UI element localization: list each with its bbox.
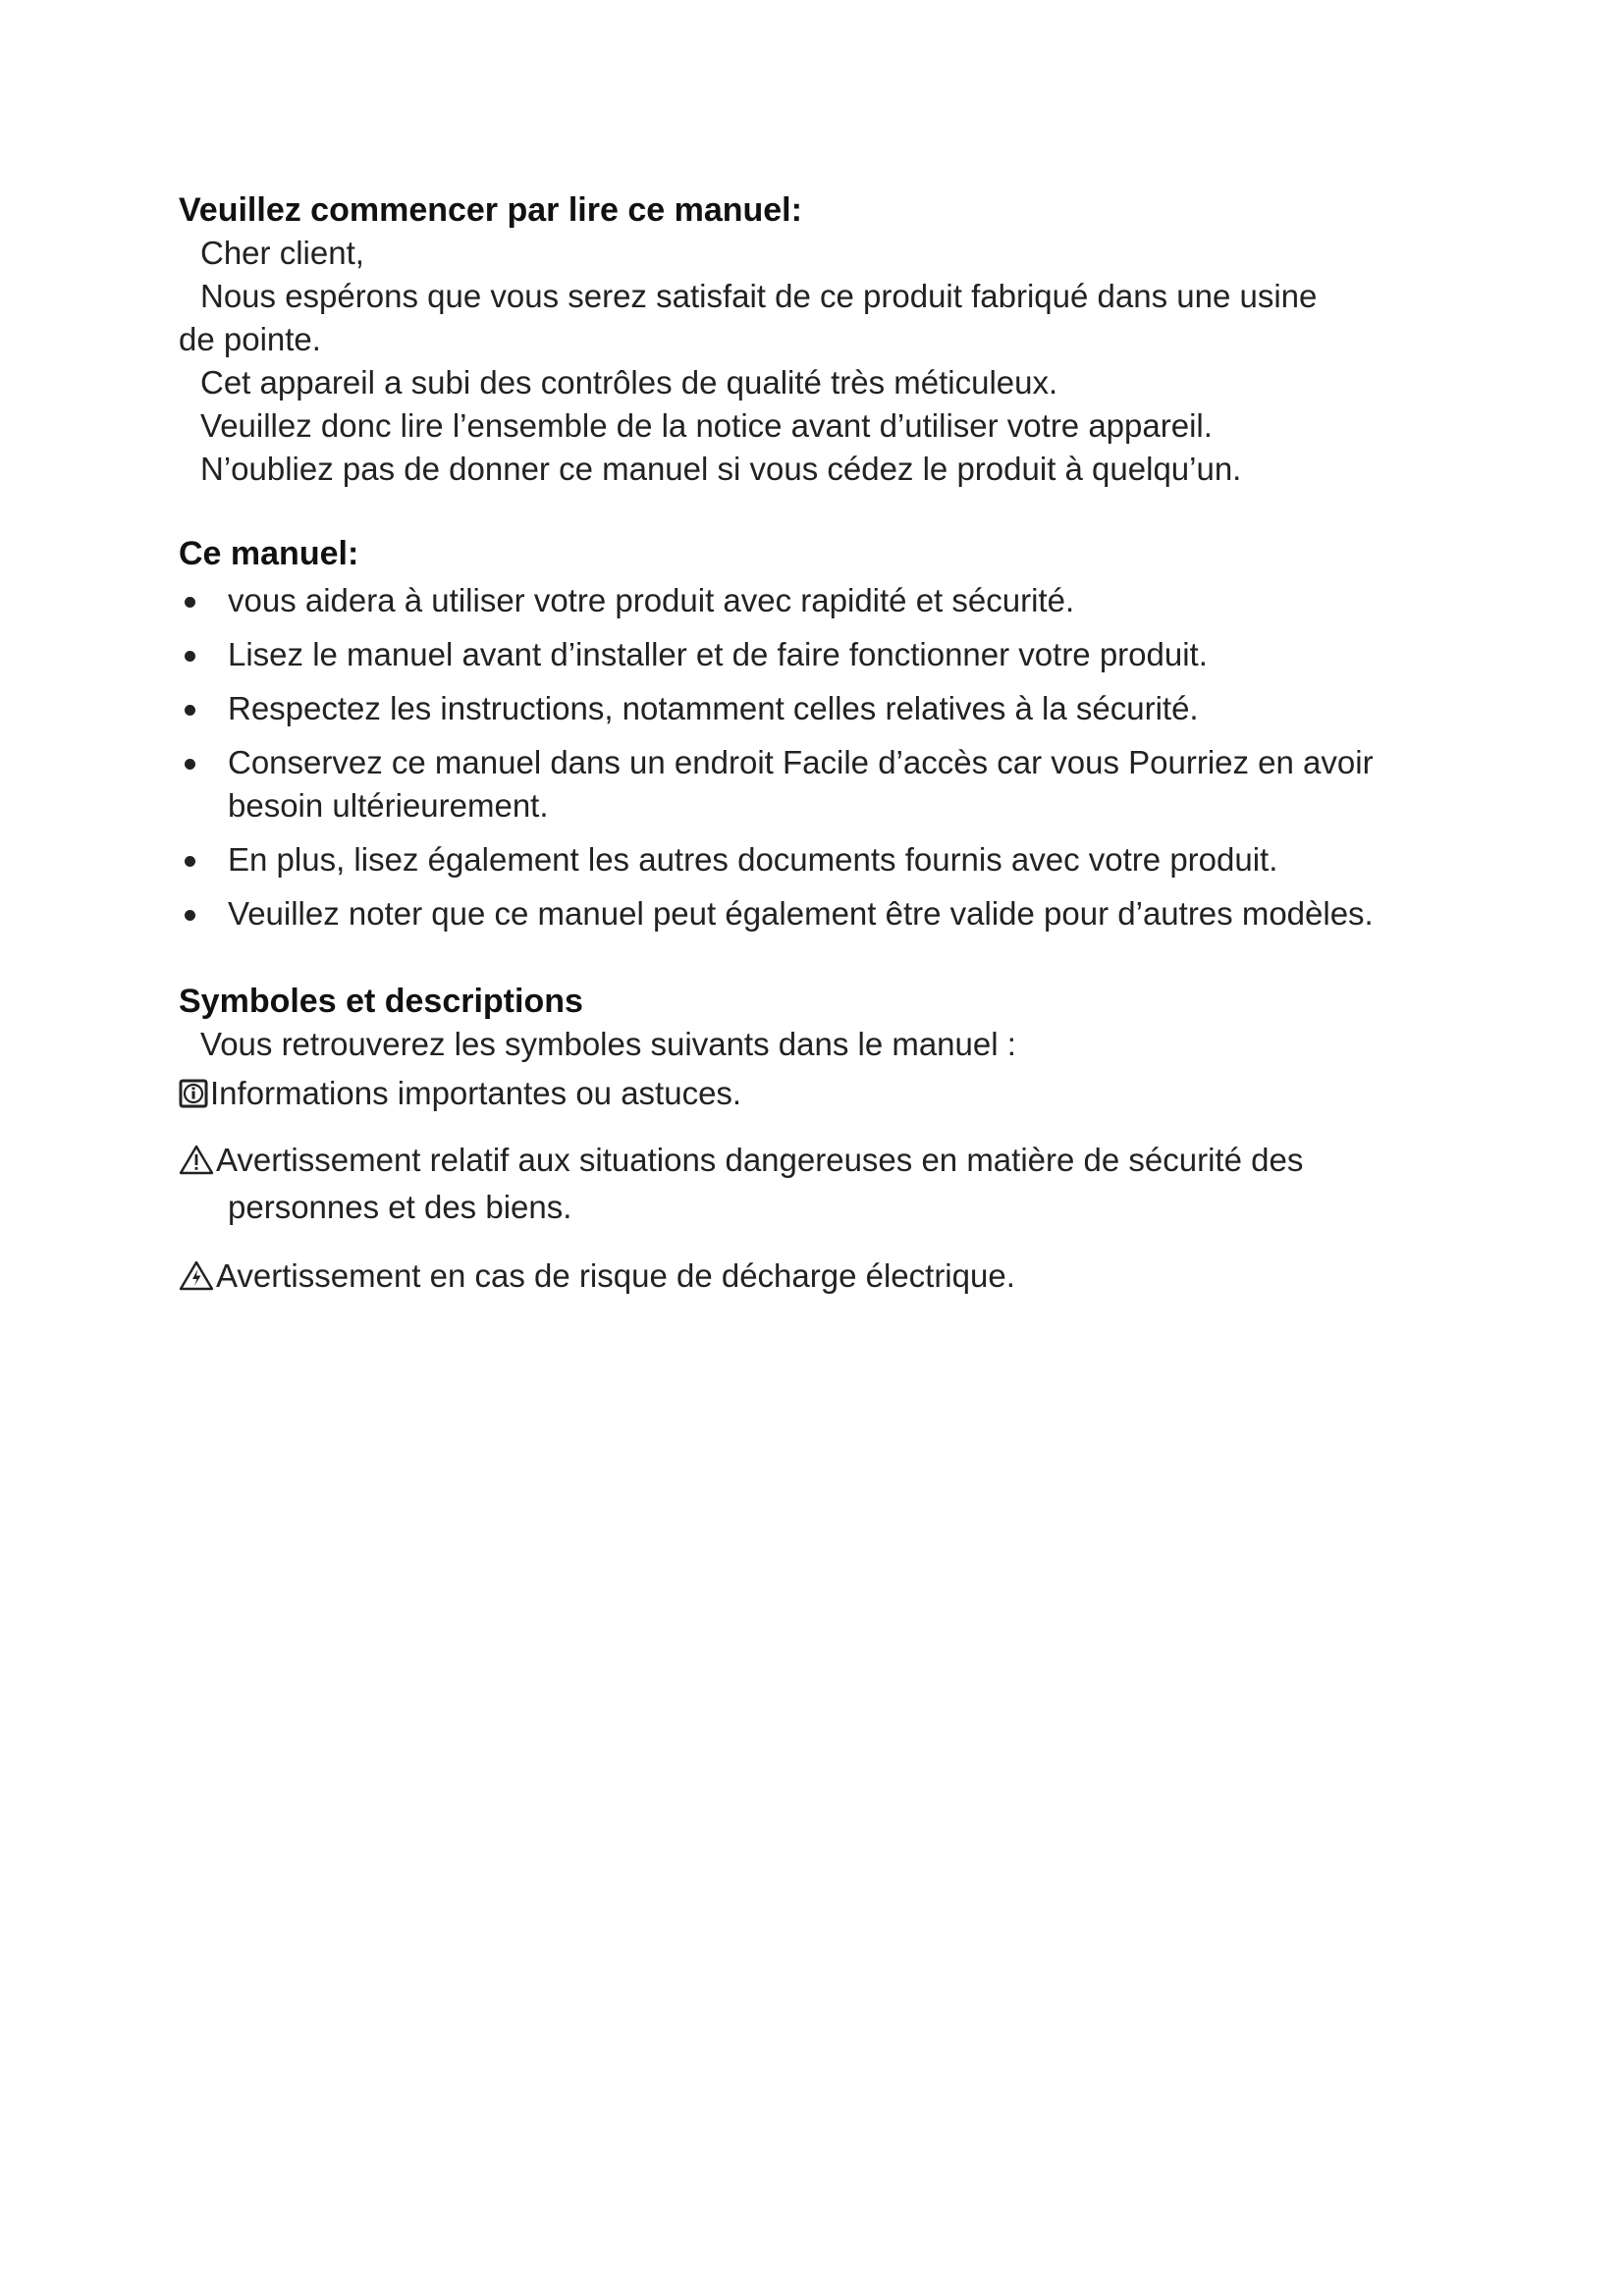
bullet-dot <box>185 910 195 921</box>
symbol-text: Avertissement relatif aux situations dangereuses en matière de sécurité des <box>216 1142 1304 1178</box>
intro-greeting: Cher client, <box>200 235 364 271</box>
bullet-dot <box>185 705 195 716</box>
symbols-heading: Symboles et descriptions <box>179 983 583 1020</box>
bullet-text: Veuillez noter que ce manuel peut également être valide pour d’autres modèles. <box>228 895 1374 932</box>
intro-line-continuation: de pointe. <box>179 321 321 357</box>
intro-line: Cet appareil a subi des contrôles de qualité très méticuleux. <box>200 364 1058 400</box>
manual-bullet-list <box>179 579 1485 935</box>
symbol-item-info <box>179 1072 1485 1119</box>
bullet-text-continuation: besoin ultérieurement. <box>228 787 549 824</box>
bullet-item <box>179 741 1485 828</box>
symbols-intro: Vous retrouverez les symboles suivants dans le manuel : <box>200 1026 1016 1062</box>
intro-line: Nous espérons que vous serez satisfait de ce produit fabriqué dans une usine <box>200 278 1318 314</box>
bullet-item <box>179 687 1485 730</box>
intro-line: Veuillez donc lire l’ensemble de la notice avant d’utiliser votre appareil. <box>200 407 1213 444</box>
bullet-dot <box>185 597 195 608</box>
bullet-dot <box>185 856 195 867</box>
electric-warning-icon <box>179 1258 214 1302</box>
bullet-item <box>179 633 1485 676</box>
bullet-dot <box>185 651 195 662</box>
page-content <box>179 188 1485 1319</box>
symbol-text: Avertissement en cas de risque de décharge électrique. <box>216 1257 1015 1294</box>
intro-line: N’oubliez pas de donner ce manuel si vous cédez le produit à quelqu’un. <box>200 451 1242 487</box>
bullet-text: Respectez les instructions, notamment celles relatives à la sécurité. <box>228 690 1199 726</box>
symbol-item-warning <box>179 1139 1485 1229</box>
bullet-item <box>179 892 1485 935</box>
intro-heading: Veuillez commencer par lire ce manuel: <box>179 191 802 229</box>
bullet-item <box>179 838 1485 881</box>
info-icon <box>179 1076 208 1119</box>
bullet-item <box>179 579 1485 622</box>
symbol-text: Informations importantes ou astuces. <box>210 1075 742 1111</box>
manual-heading: Ce manuel: <box>179 535 359 572</box>
bullet-text: En plus, lisez également les autres documents fournis avec votre produit. <box>228 841 1278 878</box>
warning-icon <box>179 1143 214 1186</box>
bullet-text: vous aidera à utiliser votre produit avec rapidité et sécurité. <box>228 582 1075 618</box>
symbol-text-continuation: personnes et des biens. <box>228 1189 572 1225</box>
bullet-dot <box>185 759 195 770</box>
bullet-text: Lisez le manuel avant d’installer et de faire fonctionner votre produit. <box>228 636 1208 672</box>
bullet-text: Conservez ce manuel dans un endroit Facile d’accès car vous Pourriez en avoir <box>228 744 1374 780</box>
symbol-item-electric <box>179 1255 1485 1302</box>
